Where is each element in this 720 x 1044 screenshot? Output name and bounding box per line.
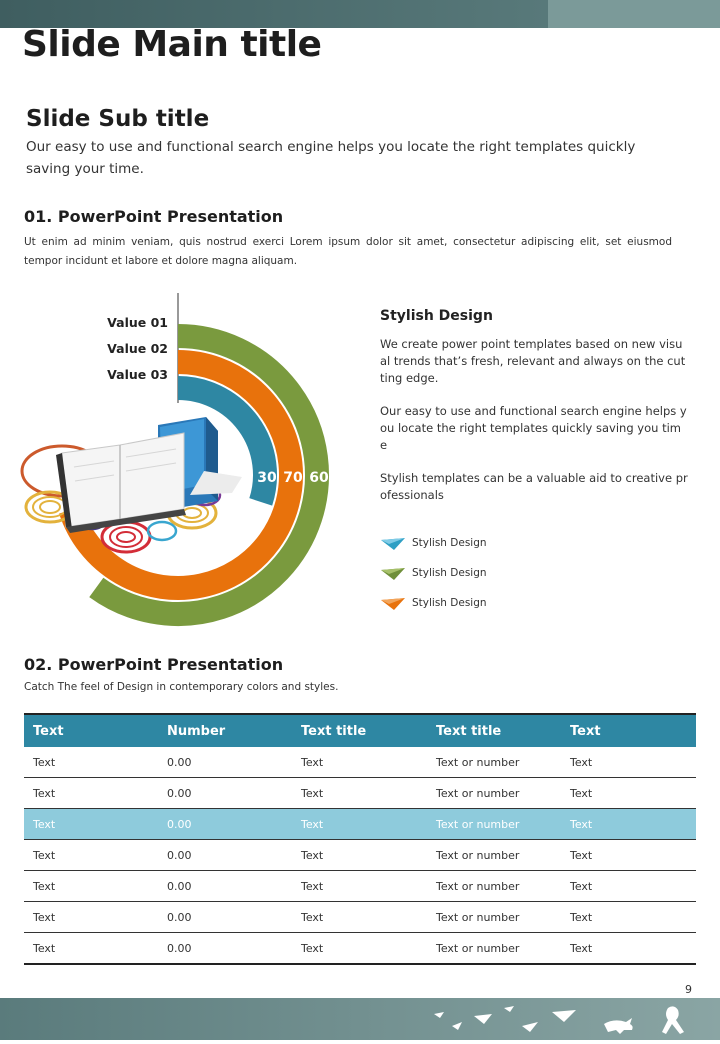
chart-series-label-1: Value 01 xyxy=(107,315,168,330)
section-2-paragraph: Catch The feel of Design in contemporary colors and styles. xyxy=(24,681,339,693)
table-cell: Text xyxy=(292,747,427,778)
subtitle-description: Our easy to use and functional search engine helps you locate the right templates quickly saving your time. xyxy=(26,139,636,177)
page-title: Slide Main title xyxy=(22,24,322,65)
table-cell: 0.00 xyxy=(158,778,292,809)
data-table xyxy=(24,713,696,965)
header-bar-accent xyxy=(548,0,720,28)
table-row xyxy=(24,747,696,778)
table-cell: Text xyxy=(292,933,427,965)
table-header-cell: Number xyxy=(158,714,292,747)
legend-label: Stylish Design xyxy=(412,597,487,609)
table-cell: Text xyxy=(24,871,158,902)
legend-item xyxy=(380,528,680,558)
sidebar-paragraph-3: Stylish templates can be a valuable aid to creative professionals xyxy=(380,471,688,502)
table-cell: Text xyxy=(561,840,696,871)
table-cell: 0.00 xyxy=(158,871,292,902)
legend xyxy=(380,528,680,618)
table-cell: 0.00 xyxy=(158,809,292,840)
table-cell: Text xyxy=(24,933,158,965)
footer-decoration-icon xyxy=(0,998,720,1040)
table-cell: Text xyxy=(561,809,696,840)
table-header-row xyxy=(24,714,696,747)
table-cell: Text or number xyxy=(427,747,561,778)
table-cell: Text xyxy=(24,809,158,840)
books-illustration-icon xyxy=(22,417,242,552)
table-row xyxy=(24,871,696,902)
table-cell: Text xyxy=(561,933,696,965)
table-cell: 0.00 xyxy=(158,933,292,965)
table-header-cell: Text title xyxy=(292,714,427,747)
sidebar-paragraph-1: We create power point templates based on new visual trends that’s fresh, relevant and always on the cutting edge. xyxy=(380,337,686,385)
table-cell: Text or number xyxy=(427,871,561,902)
table-cell: Text xyxy=(292,902,427,933)
table-cell: Text or number xyxy=(427,809,561,840)
table-cell: Text xyxy=(24,902,158,933)
table-row xyxy=(24,809,696,840)
table-row xyxy=(24,933,696,965)
chart-series-label-3: Value 03 xyxy=(107,367,168,382)
chart-series-label-2: Value 02 xyxy=(107,341,168,356)
table-row xyxy=(24,902,696,933)
table-cell: Text or number xyxy=(427,778,561,809)
table-cell: Text xyxy=(292,840,427,871)
table-row xyxy=(24,840,696,871)
sidebar-paragraph-2: Our easy to use and functional search engine helps you locate the right templates quickly saving you time xyxy=(380,404,687,452)
section-2-heading: 02. PowerPoint Presentation xyxy=(24,655,284,674)
table-cell: Text or number xyxy=(427,902,561,933)
table-cell: Text xyxy=(561,902,696,933)
table-cell: 0.00 xyxy=(158,747,292,778)
sidebar-heading: Stylish Design xyxy=(380,308,493,324)
table-cell: Text xyxy=(24,747,158,778)
table-cell: Text or number xyxy=(427,933,561,965)
paper-plane-icon xyxy=(380,535,406,551)
legend-label: Stylish Design xyxy=(412,537,487,549)
table-cell: 0.00 xyxy=(158,902,292,933)
footer-bar xyxy=(0,998,720,1040)
table-cell: Text xyxy=(292,778,427,809)
paper-plane-icon xyxy=(380,595,406,611)
table-cell: Text xyxy=(24,840,158,871)
chart-value-label-1: 30 xyxy=(257,470,277,486)
page-subtitle: Slide Sub title xyxy=(26,106,210,132)
sidebar-text xyxy=(380,308,688,520)
table-cell: Text xyxy=(24,778,158,809)
radial-chart xyxy=(0,285,360,645)
chart-value-label-3: 60 xyxy=(309,470,329,486)
chart-value-label-2: 70 xyxy=(283,470,303,486)
legend-item xyxy=(380,588,680,618)
table-header-cell: Text xyxy=(24,714,158,747)
table-header-cell: Text xyxy=(561,714,696,747)
table-cell: Text xyxy=(561,778,696,809)
legend-item xyxy=(380,558,680,588)
table-cell: Text or number xyxy=(427,840,561,871)
legend-label: Stylish Design xyxy=(412,567,487,579)
table-cell: Text xyxy=(292,871,427,902)
table-cell: 0.00 xyxy=(158,840,292,871)
table-header-cell: Text title xyxy=(427,714,561,747)
table-cell: Text xyxy=(561,747,696,778)
section-1-heading: 01. PowerPoint Presentation xyxy=(24,207,284,226)
table-cell: Text xyxy=(292,809,427,840)
page-number: 9 xyxy=(685,983,692,996)
table-row xyxy=(24,778,696,809)
table-cell: Text xyxy=(561,871,696,902)
paper-plane-icon xyxy=(380,565,406,581)
section-1-paragraph: Ut enim ad minim veniam, quis nostrud exerci Lorem ipsum dolor sit amet, consectetur adipiscing elit, set eiusmod tempor incidunt et labore et dolore magna aliquam. xyxy=(24,236,672,267)
